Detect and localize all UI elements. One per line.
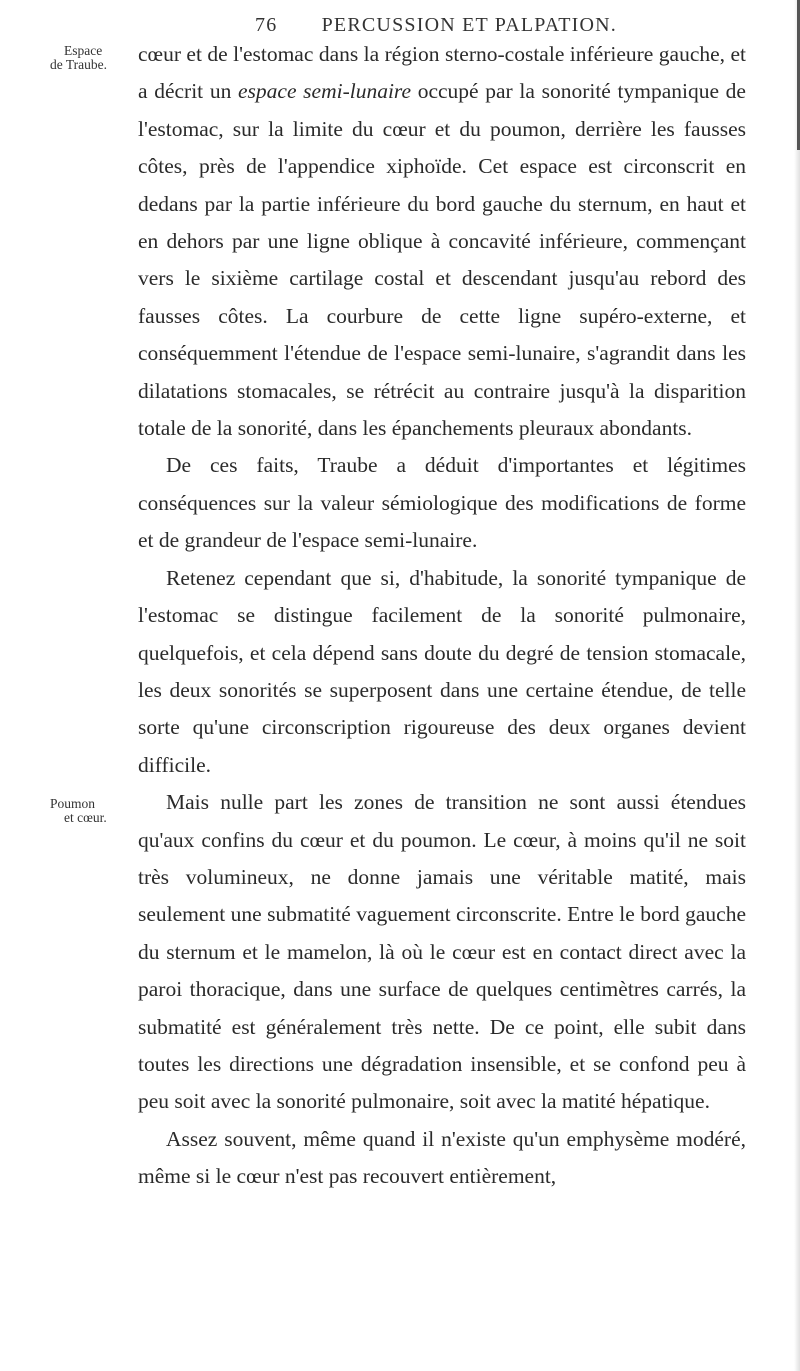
margin-note-poumon-et-coeur: [50, 797, 107, 825]
paragraph-emphyseme: Assez souvent, même quand il n'existe qu'un emphysème modéré, même si le cœur n'est pas recouvert entièrement,: [138, 1126, 746, 1189]
paragraph-espace-semi-lunaire: [138, 36, 746, 447]
page-number: 76: [255, 14, 278, 36]
paragraph-text: cœur et de l'estomac dans la région sterno-costale inférieure gauche, et a décrit un: [138, 42, 746, 104]
paragraph-text: occupé par la sonorité tympanique de l'estomac, sur la limite du cœur et du poumon, derrière les fausses côtes, près de l'appendice xiphoïde. Cet espace est circonscrit en dedans par la partie inférieure du bord gauche du sternum, en haut et en dehors par une ligne oblique à concavité inférieure, commençant vers le sixième cartilage costal et descendant jusqu'au rebord des fausses côtes. La courbure de cette ligne supéro-externe, et conséquemment l'étendue de l'espace semi-lunaire, s'agrandit dans les dilatations stomacales, se rétrécit au contraire jusqu'à la disparition totale de la sonorité, dans les épanchements pleuraux abondants.: [138, 79, 746, 441]
body-text: [138, 36, 746, 1196]
margin-note-espace-de-traube: [50, 44, 107, 72]
page-header: [255, 14, 617, 37]
margin-note-line: de Traube.: [50, 57, 107, 72]
paragraph-zones-de-transition: Mais nulle part les zones de transition ne sont aussi étendues qu'aux confins du cœur et du poumon. Le cœur, à moins qu'il ne soit très volumineux, ne donne jamais une véritable matité, mais seulement une submatité vaguement circonscrite. Entre le bord gauche du sternum et le mamelon, là où le cœur est en contact direct avec la paroi thoracique, dans une surface de quelques centimètres carrés, la submatité est généralement très nette. De ce point, elle subit dans toutes les directions une dégradation insensible, et se confond peu à peu soit avec la sonorité pulmonaire, soit avec la matité hépatique.: [138, 790, 746, 1114]
scan-edge-shadow: [794, 0, 800, 1371]
margin-note-line: et cœur.: [64, 810, 107, 825]
emphasized-term: espace semi-lunaire: [238, 79, 412, 104]
running-title: PERCUSSION ET PALPATION.: [321, 14, 617, 36]
paragraph-traube-consequences: De ces faits, Traube a déduit d'importantes et légitimes conséquences sur la valeur sémiologique des modifications de forme et de grandeur de l'espace semi-lunaire.: [138, 453, 746, 553]
paragraph-sonorite-tympanique: Retenez cependant que si, d'habitude, la sonorité tympanique de l'estomac se distingue facilement de la sonorité pulmonaire, quelquefois, et cela dépend sans doute du degré de tension stomacale, les deux sonorités se superposent dans une certaine étendue, de telle sorte qu'une circonscription rigoureuse des deux organes devient difficile.: [138, 565, 746, 777]
margin-note-line: Espace: [64, 43, 103, 58]
margin-note-line: Poumon: [50, 796, 96, 811]
